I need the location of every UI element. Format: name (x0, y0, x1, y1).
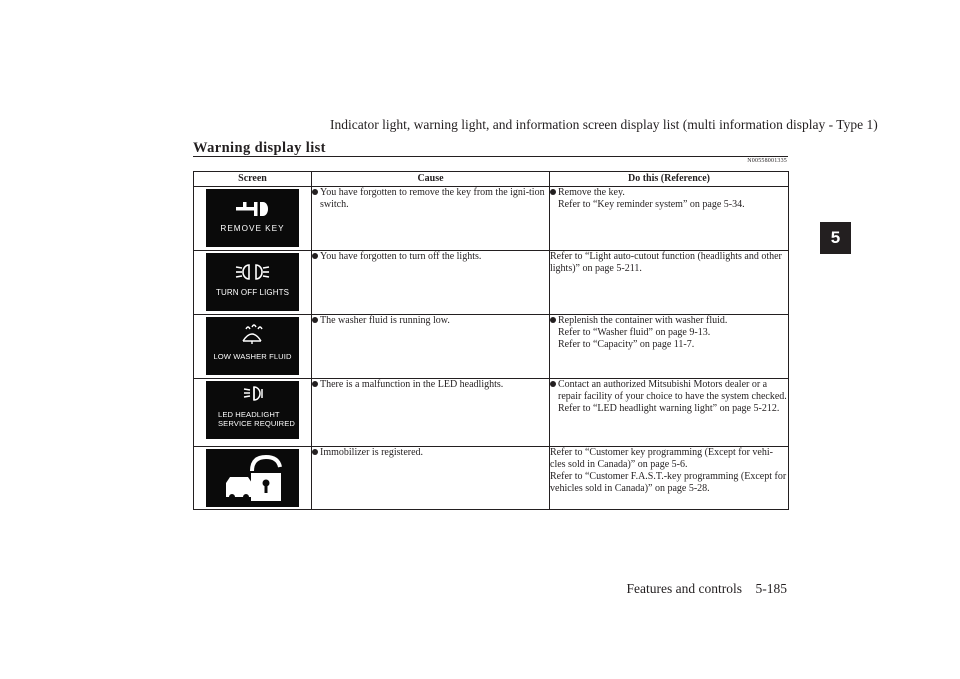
section-title: Warning display list (193, 140, 326, 156)
action-cell (550, 251, 789, 315)
washer-fluid-icon (206, 317, 299, 375)
screen-cell (194, 251, 312, 315)
action-line: Replenish the container with washer fluid. (558, 315, 728, 326)
action-cell (550, 187, 789, 251)
action-line: Contact an authorized Mitsubishi Motors dealer or a repair facility of your choice to have the system checked. (558, 379, 787, 402)
running-head: Indicator light, warning light, and information screen display list (multi information display - Type 1) (330, 117, 878, 132)
action-cell (550, 379, 789, 447)
table-row (194, 187, 789, 251)
header-screen: Screen (194, 172, 312, 187)
display-text-line-1: LED HEADLIGHT (218, 410, 280, 419)
headlight-icon (206, 253, 299, 311)
action-line: Refer to “Customer key programming (Except for vehi-cles sold in Canada)” on page 5-6. (550, 447, 773, 470)
title-rule (193, 156, 788, 157)
display-immobilizer (206, 449, 299, 507)
screen-cell (194, 315, 312, 379)
warning-display-table (193, 171, 789, 510)
cause-cell (312, 187, 550, 251)
screen-cell (194, 187, 312, 251)
display-text: TURN OFF LIGHTS (215, 288, 290, 297)
action-line: Refer to “Washer fluid” on page 9-13. (558, 327, 711, 338)
display-text: LOW WASHER FLUID (213, 352, 292, 361)
action-item (550, 379, 788, 415)
screen-cell (194, 447, 312, 510)
table-header-row (194, 172, 789, 187)
cause-text: The washer fluid is running low. (312, 315, 549, 327)
display-remove-key (206, 189, 299, 247)
action-text: Refer to “Light auto-cutout function (headlights and other lights)” on page 5-211. (550, 251, 782, 274)
header-cause: Cause (312, 172, 550, 187)
doc-code: N00558001335 (747, 158, 787, 164)
display-turn-off-lights (206, 253, 299, 311)
action-line: Refer to “Key reminder system” on page 5-34. (558, 199, 745, 210)
cause-cell (312, 447, 550, 510)
cause-text: You have forgotten to remove the key from the igni-tion switch. (312, 187, 549, 211)
action-line: Remove the key. (558, 187, 625, 198)
action-cell (550, 447, 789, 510)
screen-cell (194, 379, 312, 447)
chapter-tab: 5 (820, 222, 851, 254)
cause-cell (312, 379, 550, 447)
display-text: REMOVE KEY (220, 224, 285, 233)
table-row (194, 315, 789, 379)
display-low-washer-fluid (206, 317, 299, 375)
table-row (194, 251, 789, 315)
cause-text: You have forgotten to turn off the lights. (312, 251, 549, 263)
cause-cell (312, 251, 550, 315)
action-item (550, 315, 788, 351)
display-text-line-2: SERVICE REQUIRED (218, 419, 295, 428)
display-led-headlight (206, 381, 299, 439)
action-line: Refer to “Capacity” on page 11-7. (558, 339, 695, 350)
action-item (550, 187, 788, 211)
page-footer: Features and controls 5-185 (626, 581, 787, 596)
header-action: Do this (Reference) (550, 172, 789, 187)
table-row (194, 447, 789, 510)
cause-text: There is a malfunction in the LED headlights. (312, 379, 549, 391)
cause-cell (312, 315, 550, 379)
action-cell (550, 315, 789, 379)
immobilizer-icon (206, 449, 299, 507)
action-line: Refer to “LED headlight warning light” on page 5-212. (558, 403, 780, 414)
action-text (550, 447, 788, 495)
action-line: Refer to “Customer F.A.S.T.-key programming (Except for vehicles sold in Canada)” on page 5-28. (550, 471, 787, 494)
table-row (194, 379, 789, 447)
cause-text: Immobilizer is registered. (312, 447, 549, 459)
key-reminder-icon (206, 189, 299, 247)
